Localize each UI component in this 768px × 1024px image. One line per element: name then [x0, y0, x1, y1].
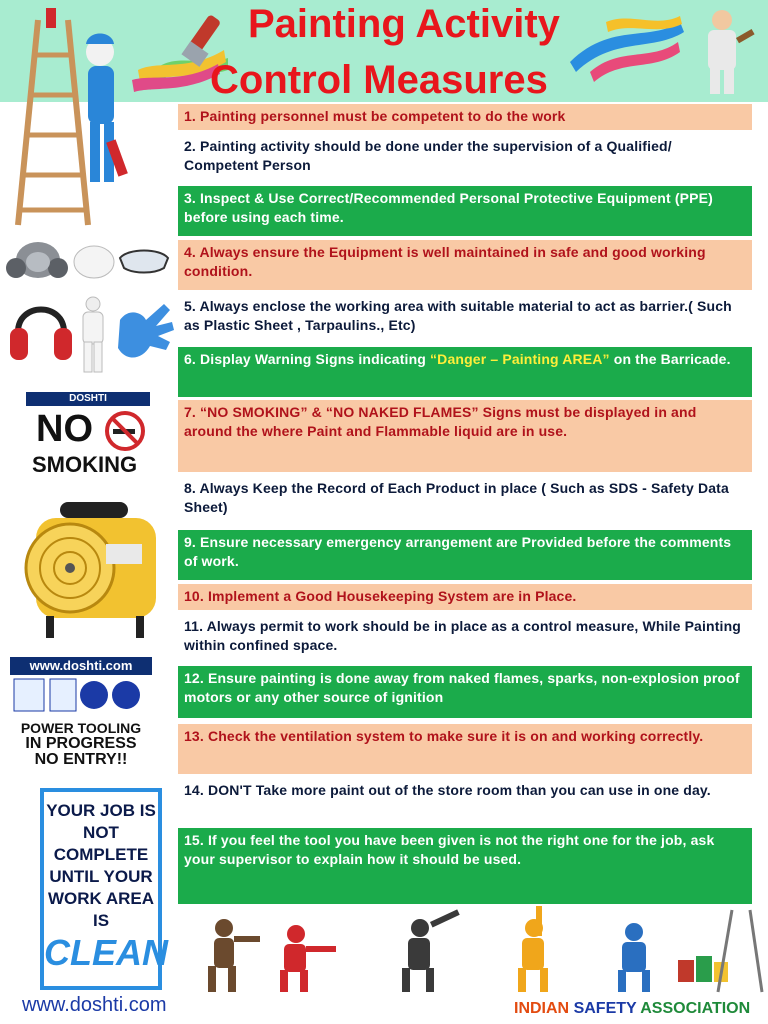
measure-6-highlight: “Danger – Painting AREA” — [430, 351, 610, 367]
measure-15: 15. If you feel the tool you have been given is not the right one for the job, ask your supervisor to explain how it should be used. — [178, 828, 752, 904]
footer-org-association: ASSOCIATION — [640, 1000, 751, 1017]
measure-9: 9. Ensure necessary emergency arrangement are Provided before the comments of work. — [178, 530, 752, 580]
measure-8: 8. Always Keep the Record of Each Product in place ( Such as SDS - Safety Data Sheet) — [178, 476, 752, 526]
glove-icon — [112, 300, 176, 366]
painters-silhouettes-icon — [184, 906, 764, 996]
measure-7: 7. “NO SMOKING” & “NO NAKED FLAMES” Signs must be displayed in and around the where Paint and Flammable liquid are in use. — [178, 400, 752, 472]
coverall-suit-icon — [78, 296, 108, 374]
footer-org — [514, 1000, 750, 1018]
sign-line1: POWER TOOLING — [20, 720, 142, 736]
measure-1: 1. Painting personnel must be competent to do the work — [178, 104, 752, 130]
measure-12: 12. Ensure painting is done away from naked flames, sparks, non-explosion proof motors or any other source of ignition — [178, 666, 752, 718]
sign-line3: NO ENTRY!! — [34, 751, 128, 768]
ladder-worker-icon — [8, 0, 158, 232]
ear-muffs-icon — [8, 298, 74, 368]
measure-6-text-b: on the Barricade. — [609, 351, 731, 367]
measure-3: 3. Inspect & Use Correct/Recommended Personal Protective Equipment (PPE) before using each time. — [178, 186, 752, 236]
ppe-symbols-strip-icon — [10, 675, 152, 715]
measure-5: 5. Always enclose the working area with suitable material to act as barrier.( Such as Plastic Sheet , Tarpaulins., Etc) — [178, 294, 752, 342]
measure-13: 13. Check the ventilation system to make sure it is on and working correctly. — [178, 724, 752, 774]
safety-goggles-icon — [118, 244, 170, 278]
your-job-sign — [40, 788, 168, 990]
no-smoking-icon — [104, 410, 146, 452]
measure-10: 10. Implement a Good Housekeeping System are in Place. — [178, 584, 752, 610]
power-tooling-sign — [10, 657, 152, 769]
footer-org-indian: INDIAN — [514, 1000, 574, 1017]
painter-illustration-icon — [560, 2, 760, 98]
measure-2: 2. Painting activity should be done under the supervision of a Qualified/ Competent Person — [178, 134, 752, 180]
measure-6 — [178, 347, 752, 397]
your-job-text: YOUR JOB IS NOT COMPLETE UNTIL YOUR WORK AREA IS — [46, 801, 156, 930]
measure-11: 11. Always permit to work should be in place as a control measure, While Painting within confined space. — [178, 614, 752, 662]
sign-brand: DOSHTI — [26, 392, 150, 406]
no-smoking-sign — [26, 392, 150, 478]
sign-no-text: NO — [36, 408, 93, 450]
sign-smoking-text: SMOKING — [32, 452, 138, 477]
ventilation-fan-icon — [16, 500, 172, 642]
respirator-mask-icon — [4, 232, 70, 290]
dust-mask-icon — [72, 240, 116, 280]
footer-url[interactable]: www.doshti.com — [22, 994, 167, 1016]
measure-14: 14. DON'T Take more paint out of the store room than you can use in one day. — [178, 778, 752, 824]
clean-text: CLEAN — [44, 932, 168, 973]
page-title-line1: Painting Activity — [248, 2, 560, 46]
page-title-line2: Control Measures — [210, 58, 548, 102]
sign-line2: IN PROGRESS — [25, 735, 137, 752]
measure-4: 4. Always ensure the Equipment is well maintained in safe and good working condition. — [178, 240, 752, 290]
sign-url: www.doshti.com — [10, 657, 152, 675]
footer-org-safety: SAFETY — [573, 1000, 641, 1017]
measure-6-text-a: 6. Display Warning Signs indicating — [184, 351, 431, 367]
